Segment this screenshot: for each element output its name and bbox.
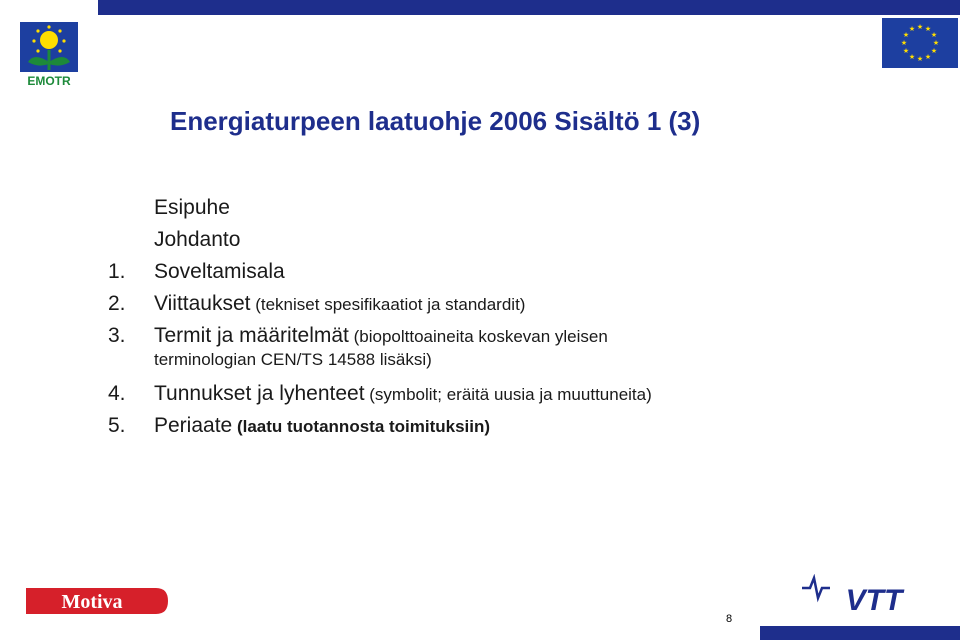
- page-number: 8: [726, 613, 733, 625]
- svg-text:★: ★: [930, 47, 938, 55]
- toc-number: 1.: [108, 260, 126, 283]
- svg-text:★: ★: [924, 53, 932, 61]
- toc-label: Periaate: [154, 414, 233, 437]
- toc-note: (tekniset spesifikaatiot ja standardit): [250, 295, 526, 314]
- svg-text:★: ★: [924, 25, 932, 33]
- svg-text:★: ★: [932, 39, 940, 47]
- svg-text:★: ★: [930, 31, 938, 39]
- svg-text:★: ★: [902, 47, 910, 55]
- emotr-logo-text: EMOTR: [27, 74, 71, 88]
- toc-item-johdanto: [108, 228, 240, 252]
- svg-text:★: ★: [908, 53, 916, 61]
- vtt-logo: [800, 574, 918, 614]
- toc-number: 3.: [108, 324, 126, 347]
- toc-label: Tunnukset ja lyhenteet: [154, 382, 365, 405]
- toc-label: Johdanto: [154, 228, 241, 251]
- emotr-logo: [20, 22, 78, 88]
- top-accent-bar: [98, 0, 960, 15]
- motiva-logo-text: Motiva: [61, 591, 123, 613]
- toc-number: 4.: [108, 382, 126, 405]
- toc-number: 2.: [108, 292, 126, 315]
- motiva-logo: [22, 586, 170, 616]
- vtt-logo-text: VTT: [845, 584, 903, 614]
- toc-note: (laatu tuotannosta toimituksiin): [232, 417, 491, 436]
- toc-note: (symbolit; eräitä uusia ja muuttuneita): [364, 385, 652, 404]
- toc-item-1: [108, 260, 285, 284]
- toc-item-esipuhe: [108, 196, 230, 220]
- toc-label: Viittaukset: [154, 292, 251, 315]
- bottom-accent-bar: [760, 626, 960, 640]
- toc-item-5: [108, 414, 490, 438]
- svg-text:★: ★: [902, 31, 910, 39]
- page-title: Energiaturpeen laatuohje 2006 Sisältö 1 (3): [170, 106, 701, 136]
- toc-item-4: [108, 382, 652, 406]
- toc-label: Soveltamisala: [154, 260, 285, 283]
- toc-number: 5.: [108, 414, 126, 437]
- toc-item-2: [108, 292, 525, 316]
- toc-note-continuation: terminologian CEN/TS 14588 lisäksi): [154, 350, 432, 369]
- toc-item-3: [108, 324, 608, 348]
- toc-label: Esipuhe: [154, 196, 230, 219]
- eu-flag-icon: [882, 18, 958, 68]
- toc-note: (biopolttoaineita koskevan yleisen: [348, 327, 608, 346]
- svg-text:★: ★: [916, 23, 924, 31]
- svg-text:★: ★: [908, 25, 916, 33]
- toc-label: Termit ja määritelmät: [154, 324, 349, 347]
- svg-text:★: ★: [916, 55, 924, 63]
- svg-text:★: ★: [900, 39, 908, 47]
